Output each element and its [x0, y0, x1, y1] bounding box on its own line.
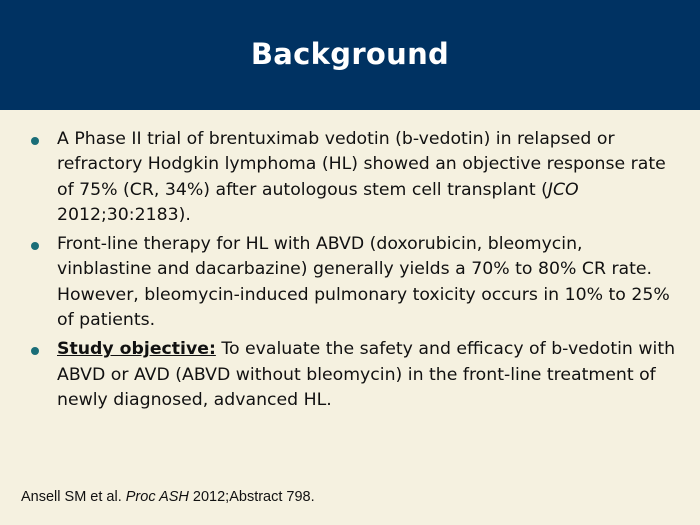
title-bar: [0, 0, 700, 110]
bullet-item: [0, 337, 700, 413]
bullet-item: [0, 127, 700, 228]
objective-label: Study objective:: [57, 339, 216, 360]
bullet-text: To evaluate the safety and efficacy of b-vedotin with ABVD or AVD (ABVD without bleomycin) in the front-line treatment of newly diagnosed, advanced HL.: [57, 339, 676, 410]
bullet-dot-icon: [31, 137, 39, 145]
footnote-citation: 2012;Abstract 798.: [188, 489, 315, 505]
bullet-list: [0, 127, 700, 417]
bullet-item: [0, 232, 700, 333]
reference-footnote: [21, 489, 315, 505]
bullet-dot-icon: [31, 242, 39, 250]
journal-name: JCO: [547, 179, 579, 200]
slide-title: Background: [250, 37, 450, 71]
citation-text: 2012;30:2183).: [57, 204, 191, 225]
bullet-text: A Phase II trial of brentuximab vedotin (b-vedotin) in relapsed or refractory Hodgkin lymphoma (HL) showed an objective response rate of 75% (CR, 34%) after autologous stem cell transplant (: [57, 129, 666, 200]
footnote-journal: Proc ASH: [125, 489, 189, 505]
footnote-authors: Ansell SM et al.: [21, 489, 126, 505]
bullet-text: Front-line therapy for HL with ABVD (doxorubicin, bleomycin, vinblastine and dacarbazine) generally yields a 70% to 80% CR rate. However, bleomycin-induced pulmonary toxicity occurs in 10% to 25% of patients.: [57, 234, 670, 331]
bullet-dot-icon: [31, 347, 39, 355]
